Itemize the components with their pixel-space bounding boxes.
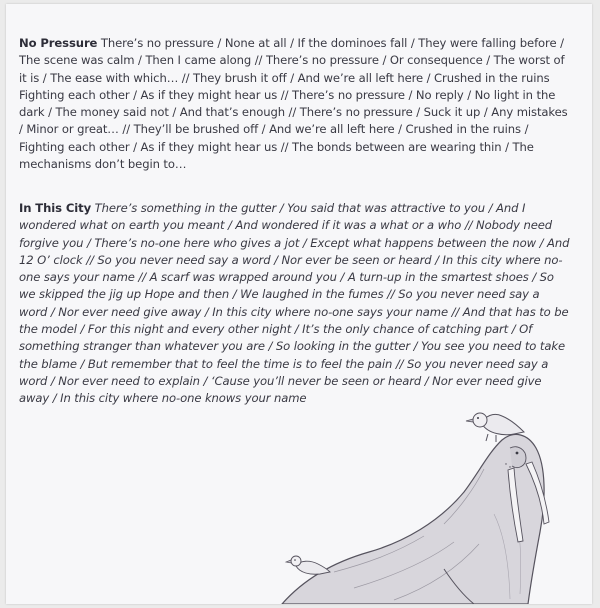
small-bird: [286, 556, 330, 574]
walrus-with-birds-illustration: [274, 404, 592, 604]
song-title: In This City: [19, 201, 92, 215]
song-lyrics: There’s no pressure / None at all / If the dominoes fall / They were falling before / The scene was calm / Then I came along // There’s no pressure / Or consequence / The worst of it is / The ease with which… // They brush it off / And we’re all left here / Crushed in the ruins Fighting each other / As if they might hear us // There’s no pressure / No reply / No light in the dark / The money said not / And that’s enough // There’s no pressure / Suck it up / Any mistakes / Minor or great… // They’ll be brushed off / And we’re all left here / Crushed in the ruins / Fighting each other / As if they might hear us // The bonds between are wearing thin / The mechanisms don’t begin to…: [19, 36, 568, 172]
lyrics-block-in-this-city: [19, 200, 571, 408]
song-lyrics: There’s something in the gutter / You said that was attractive to you / And I wondered what on earth you meant / And wondered if it was a what or a who // Nobody need forgive you / There’s no-one here who gives a jot / Except what happens between the now / And 12 O’ clock // So you never need say a word / Nor ever be seen or heard / In this city where no-one says your name // A scarf was wrapped around you / A turn-up in the smartest shoes / So we skipped the jig up Hope and then / We laughed in the fumes // So you never need say a word / Nor ever need give away / In this city where no-one says your name // And that has to be the model / For this night and every other night / It’s the only chance of catching part / Of something stranger than whatever you are / So looking in the gutter / You see you need to take the blame / But remember that to feel the time is to feel the pain // So you never need say a word / Nor ever need to explain / ‘Cause you’ll never be seen or heard / Nor ever need give away / In this city where no-one knows your name: [19, 201, 570, 406]
lyrics-block-no-pressure: [19, 35, 571, 173]
walrus-figure: [282, 434, 549, 604]
booklet-page: [6, 4, 592, 604]
song-title: No Pressure: [19, 36, 98, 50]
walrus-eye: [516, 452, 519, 455]
